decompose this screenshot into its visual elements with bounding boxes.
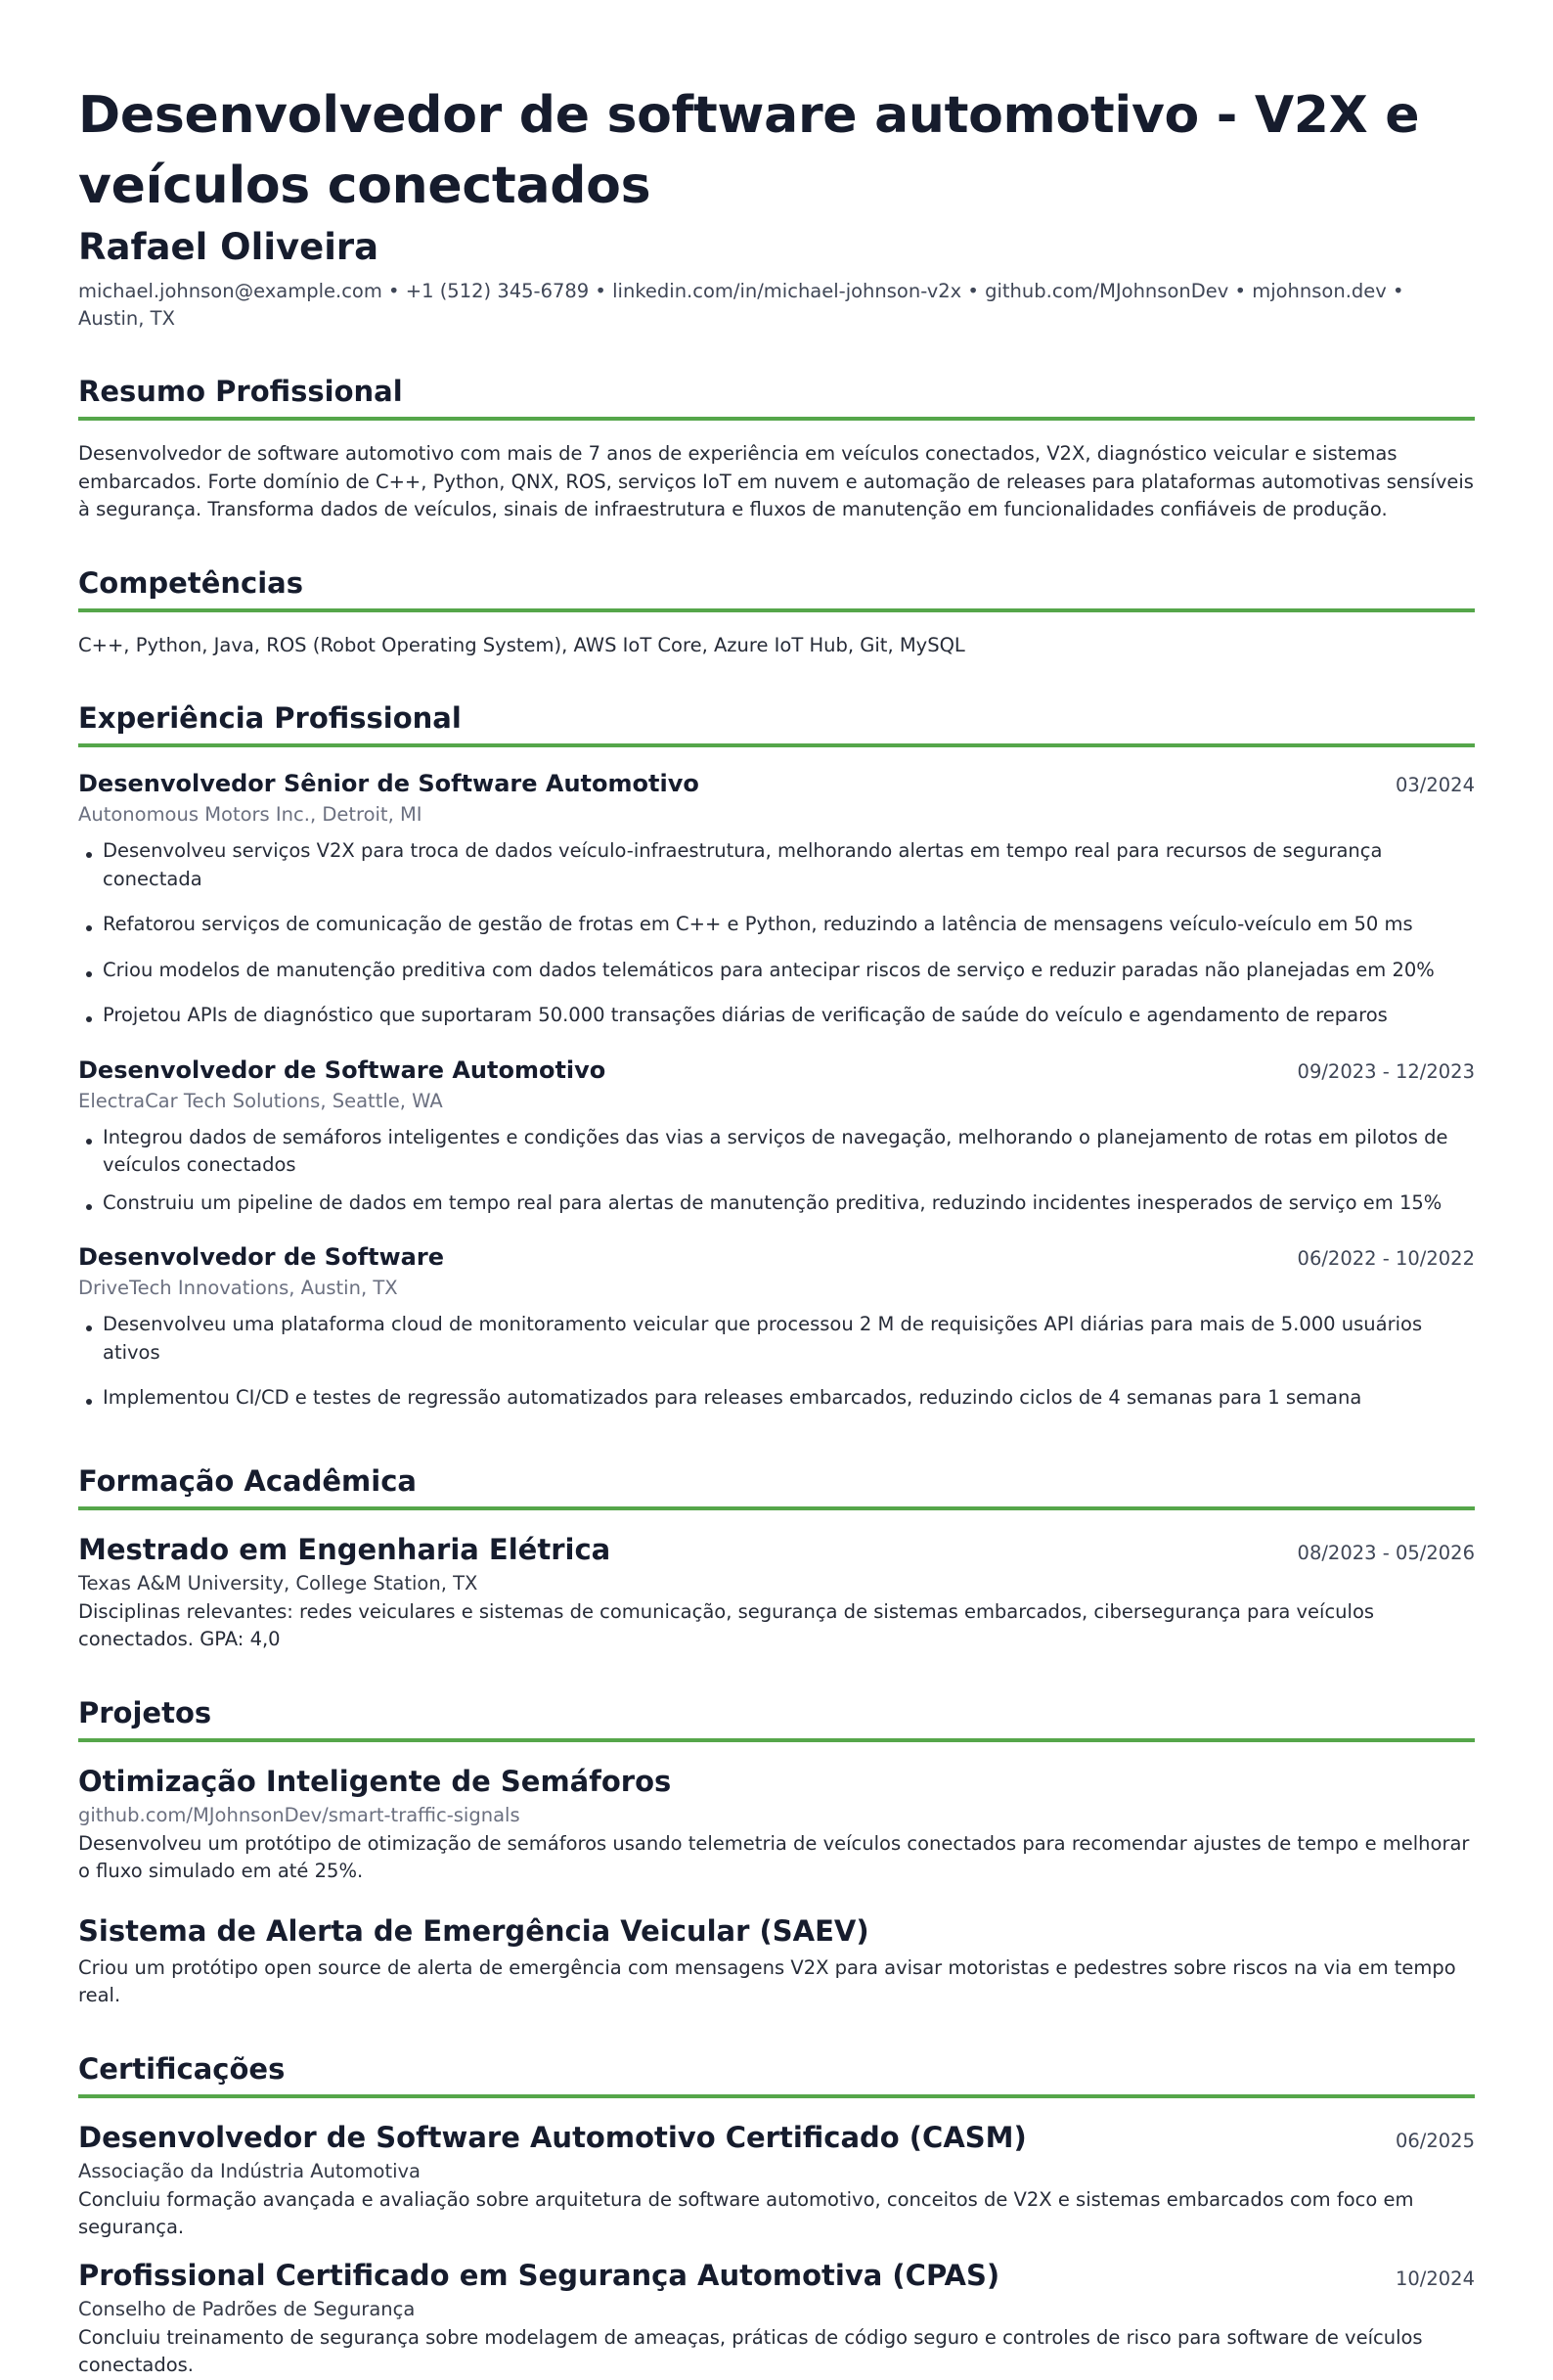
job-date: 03/2024 <box>1395 774 1475 796</box>
job-bullet: Construiu um pipeline de dados em tempo real para alertas de manutenção preditiva, reduzindo incidentes inesperados de serviço em 15% <box>78 1190 1475 1218</box>
job-entry <box>78 1054 1475 1218</box>
job-date: 06/2022 - 10/2022 <box>1297 1247 1475 1270</box>
skills-heading: Competências <box>78 563 1475 612</box>
project-description: Desenvolveu um protótipo de otimização de semáforos usando telemetria de veículos conectados para recomendar ajustes de tempo e melhorar o fluxo simulado em até 25%. <box>78 1831 1470 1882</box>
job-company: DriveTech Innovations, Austin, TX <box>78 1277 398 1299</box>
certification-entry <box>78 2118 1475 2242</box>
certification-date: 10/2024 <box>1395 2267 1475 2290</box>
project-link[interactable]: github.com/MJohnsonDev/smart-traffic-signals <box>78 1803 520 1826</box>
skills-section <box>78 563 1475 660</box>
job-bullet: Integrou dados de semáforos inteligentes e condições das vias a serviços de navegação, melhorando o planejamento de rotas em pilotos de veículos conectados <box>78 1124 1475 1180</box>
education-details: Disciplinas relevantes: redes veiculares e sistemas de comunicação, segurança de sistemas embarcados, cibersegurança para veículos conectados. GPA: 4,0 <box>78 1599 1375 1650</box>
job-bullets <box>78 1124 1475 1218</box>
job-bullet: Desenvolveu uma plataforma cloud de monitoramento veicular que processou 2 M de requisições API diárias para mais de 5.000 usuários ativos <box>78 1311 1475 1367</box>
job-bullet: Refatorou serviços de comunicação de gestão de frotas em C++ e Python, reduzindo a latência de mensagens veículo-veículo em 50 ms <box>78 911 1475 939</box>
job-company: Autonomous Motors Inc., Detroit, MI <box>78 803 422 826</box>
experience-section <box>78 698 1475 1413</box>
job-entry <box>78 1240 1475 1413</box>
skills-text: C++, Python, Java, ROS (Robot Operating System), AWS IoT Core, Azure IoT Hub, Git, MySQL <box>78 633 965 656</box>
job-bullet: Desenvolveu serviços V2X para troca de dados veículo-infraestrutura, melhorando alertas em tempo real para recursos de segurança conectada <box>78 837 1475 893</box>
resume-header <box>78 80 1475 333</box>
degree-title: Mestrado em Engenharia Elétrica <box>78 1532 611 1566</box>
job-bullet: Criou modelos de manutenção preditiva com dados telemáticos para antecipar riscos de serviço e reduzir paradas não planejadas em 20% <box>78 957 1475 985</box>
summary-section <box>78 372 1475 524</box>
school-name: Texas A&M University, College Station, TX <box>78 1571 478 1594</box>
certification-issuer: Conselho de Padrões de Segurança <box>78 2297 416 2320</box>
education-date: 08/2023 - 05/2026 <box>1297 1541 1475 1564</box>
job-bullets <box>78 1311 1475 1413</box>
job-entry <box>78 767 1475 1030</box>
document-title: Desenvolvedor de software automotivo - V2X e veículos conectados <box>78 86 1420 215</box>
candidate-name: Rafael Oliveira <box>78 226 379 268</box>
certification-description: Concluiu treinamento de segurança sobre modelagem de ameaças, práticas de código seguro e controles de risco para software de veículos conectados. <box>78 2325 1423 2376</box>
certification-title: Desenvolvedor de Software Automotivo Certificado (CASM) <box>78 2120 1027 2154</box>
project-title: Sistema de Alerta de Emergência Veicular (SAEV) <box>78 1913 869 1948</box>
job-bullet: Implementou CI/CD e testes de regressão automatizados para releases embarcados, reduzindo ciclos de 4 semanas para 1 semana <box>78 1384 1475 1413</box>
education-entry <box>78 1530 1475 1654</box>
projects-heading: Projetos <box>78 1693 1475 1742</box>
summary-text: Desenvolvedor de software automotivo com mais de 7 anos de experiência em veículos conectados, V2X, diagnóstico veicular e sistemas embarcados. Forte domínio de C++, Python, QNX, ROS, serviços IoT em nuvem e automação de releases para plataformas automotivas sensíveis à segurança. Transforma dados de veículos, sinais de infraestrutura e fluxos de manutenção em funcionalidades confiáveis de produção. <box>78 442 1474 520</box>
job-company: ElectraCar Tech Solutions, Seattle, WA <box>78 1089 443 1112</box>
certifications-section <box>78 2049 1475 2380</box>
summary-heading: Resumo Profissional <box>78 372 1475 421</box>
certification-date: 06/2025 <box>1395 2129 1475 2152</box>
project-entry <box>78 1762 1475 1886</box>
job-title: Desenvolvedor de Software Automotivo <box>78 1055 606 1084</box>
job-bullets <box>78 837 1475 1030</box>
experience-heading: Experiência Profissional <box>78 698 1475 747</box>
project-entry <box>78 1911 1475 2010</box>
certifications-heading: Certificações <box>78 2049 1475 2098</box>
certification-title: Profissional Certificado em Segurança Automotiva (CPAS) <box>78 2258 1000 2292</box>
education-section <box>78 1461 1475 1654</box>
projects-section <box>78 1693 1475 2010</box>
project-description: Criou um protótipo open source de alerta de emergência com mensagens V2X para avisar motoristas e pedestres sobre riscos na via em tempo real. <box>78 1955 1456 2006</box>
certification-description: Concluiu formação avançada e avaliação sobre arquitetura de software automotivo, conceitos de V2X e sistemas embarcados com foco em segurança. <box>78 2187 1414 2238</box>
certification-entry <box>78 2256 1475 2380</box>
project-title: Otimização Inteligente de Semáforos <box>78 1764 672 1798</box>
education-heading: Formação Acadêmica <box>78 1461 1475 1510</box>
job-bullet: Projetou APIs de diagnóstico que suportaram 50.000 transações diárias de verificação de saúde do veículo e agendamento de reparos <box>78 1002 1475 1030</box>
job-date: 09/2023 - 12/2023 <box>1297 1059 1475 1083</box>
certification-issuer: Associação da Indústria Automotiva <box>78 2159 421 2182</box>
job-title: Desenvolvedor Sênior de Software Automotivo <box>78 770 699 797</box>
job-title: Desenvolvedor de Software <box>78 1243 444 1271</box>
contact-line: michael.johnson@example.com • +1 (512) 345-6789 • linkedin.com/in/michael-johnson-v2x • github.com/MJohnsonDev • mjohnson.dev • Austin, TX <box>78 280 1404 330</box>
